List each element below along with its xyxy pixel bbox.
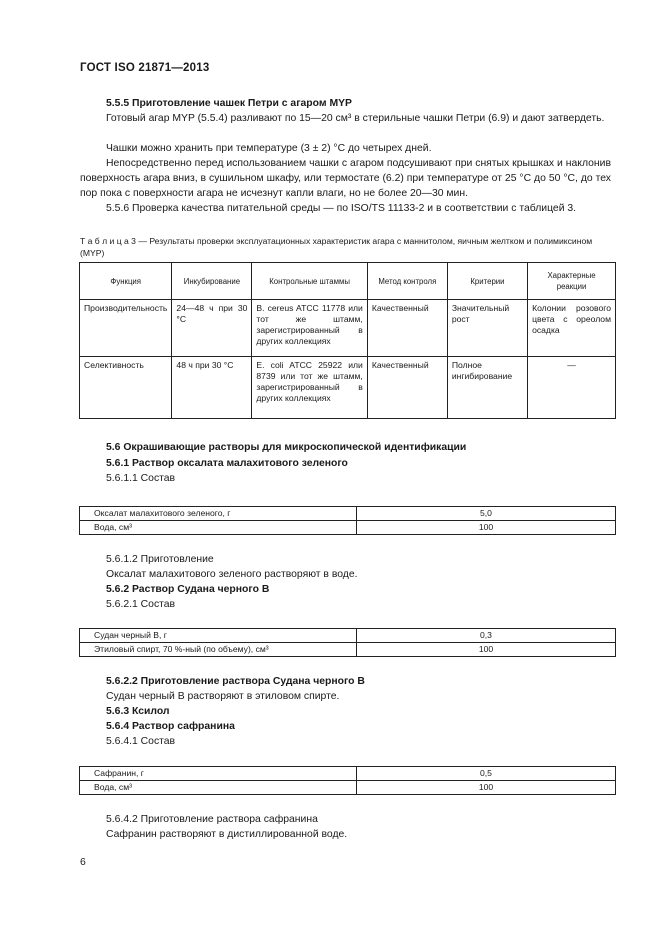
table-cell: Сафранин, г — [80, 767, 357, 781]
table-cell: Колонии розового цвета с ореолом осадка — [528, 300, 616, 357]
table-3-header-cell: Функция — [80, 263, 172, 300]
section-5-5-5-paragraph-3: Непосредственно перед использованием чашки с агаром подсушивают при снятых крышках и наклонив поверхность агара вниз, в сушильном шкафу, или термостате (6.2) при температуре от 25 °C до 50 °C, до тех пор пока с поверхности агара не исчезнут капли влаги, но не более 20—30 мин. — [80, 158, 611, 199]
table-row — [80, 781, 616, 795]
table-cell: 24—48 ч при 30 °С — [172, 300, 252, 357]
table-3-caption: Т а б л и ц а 3 — Результаты проверки эксплуатационных характеристик агара с маннитолом, яичным желтком и полимиксином (MYP) — [80, 236, 593, 258]
table-cell: 100 — [357, 781, 616, 795]
section-5-6-1-2-text: Оксалат малахитового зеленого растворяют в воде. — [106, 569, 358, 580]
table-cell: Этиловый спирт, 70 %-ный (по объему), см³ — [80, 643, 357, 657]
section-5-5-6-paragraph: 5.5.6 Проверка качества питательной среды — по ISO/TS 11133-2 и в соответствии с таблицей 3. — [106, 203, 577, 214]
composition-table-sudan — [79, 628, 616, 657]
table-cell: Качественный — [367, 300, 447, 357]
table-3 — [79, 262, 616, 419]
table-3-header-cell: Критерии — [447, 263, 527, 300]
table-cell: Вода, см³ — [80, 781, 357, 795]
section-5-5-5-paragraph-2: Чашки можно хранить при температуре (3 ± 2) °C до четырех дней. — [106, 143, 432, 154]
section-5-6-4-1-label: 5.6.4.1 Состав — [106, 736, 176, 747]
table-3-header-row — [80, 263, 616, 300]
page-number: 6 — [80, 857, 86, 868]
section-5-6-heading: 5.6 Окрашивающие растворы для микроскопической идентификации — [106, 442, 467, 453]
table-cell: Качественный — [367, 357, 447, 419]
table-cell: 0,5 — [357, 767, 616, 781]
composition-table-malachite — [79, 506, 616, 535]
table-3-header-cell: Метод контроля — [367, 263, 447, 300]
section-5-6-1-2-label: 5.6.1.2 Приготовление — [106, 554, 214, 565]
table-cell: Вода, см³ — [80, 521, 357, 535]
table-row — [80, 521, 616, 535]
table-cell: — — [528, 357, 616, 419]
section-5-6-4-2-label: 5.6.4.2 Приготовление раствора сафранина — [106, 814, 318, 825]
table-cell: 5,0 — [357, 507, 616, 521]
section-5-6-2-heading: 5.6.2 Раствор Судана черного В — [106, 584, 270, 595]
section-5-6-2-2-heading: 5.6.2.2 Приготовление раствора Судана черного В — [106, 676, 365, 687]
table-row — [80, 357, 616, 419]
table-cell: B. cereus ATCC 11778 или тот же штамм, зарегистрированный в других коллекциях — [252, 300, 367, 357]
table-3-header-cell: Характерные реакции — [528, 263, 616, 300]
table-3-header-cell: Инкубирование — [172, 263, 252, 300]
document-header: ГОСТ ISO 21871—2013 — [80, 62, 210, 74]
section-5-6-2-1-label: 5.6.2.1 Состав — [106, 599, 176, 610]
table-row — [80, 629, 616, 643]
table-cell: Производительность — [80, 300, 172, 357]
table-row — [80, 507, 616, 521]
table-cell: 100 — [357, 521, 616, 535]
section-5-5-5-heading: 5.5.5 Приготовление чашек Петри с агаром MYP — [106, 98, 352, 109]
section-5-5-5-paragraph-1: Готовый агар MYP (5.5.4) разливают по 15—20 см³ в стерильные чашки Петри (6.9) и дают затвердеть. — [106, 113, 605, 124]
table-cell: Судан черный В, г — [80, 629, 357, 643]
table-cell: Селективность — [80, 357, 172, 419]
table-cell: E. coli ATCC 25922 или 8739 или тот же штамм, зарегистрированный в других коллекциях — [252, 357, 367, 419]
table-cell: 48 ч при 30 °С — [172, 357, 252, 419]
table-3-header-cell: Контрольные штаммы — [252, 263, 367, 300]
table-row — [80, 643, 616, 657]
section-5-6-2-2-text: Судан черный В растворяют в этиловом спирте. — [106, 691, 340, 702]
section-5-6-3-heading: 5.6.3 Ксилол — [106, 706, 170, 717]
table-cell: Полное ингибирование — [447, 357, 527, 419]
table-row — [80, 300, 616, 357]
section-5-6-4-2-text: Сафранин растворяют в дистиллированной воде. — [106, 829, 348, 840]
table-cell: Оксалат малахитового зеленого, г — [80, 507, 357, 521]
table-cell: Значительный рост — [447, 300, 527, 357]
section-5-6-4-heading: 5.6.4 Раствор сафранина — [106, 721, 235, 732]
table-row — [80, 767, 616, 781]
section-5-6-1-heading: 5.6.1 Раствор оксалата малахитового зеленого — [106, 458, 348, 469]
section-5-6-1-1-label: 5.6.1.1 Состав — [106, 473, 176, 484]
table-cell: 0,3 — [357, 629, 616, 643]
composition-table-safranin — [79, 766, 616, 795]
table-cell: 100 — [357, 643, 616, 657]
